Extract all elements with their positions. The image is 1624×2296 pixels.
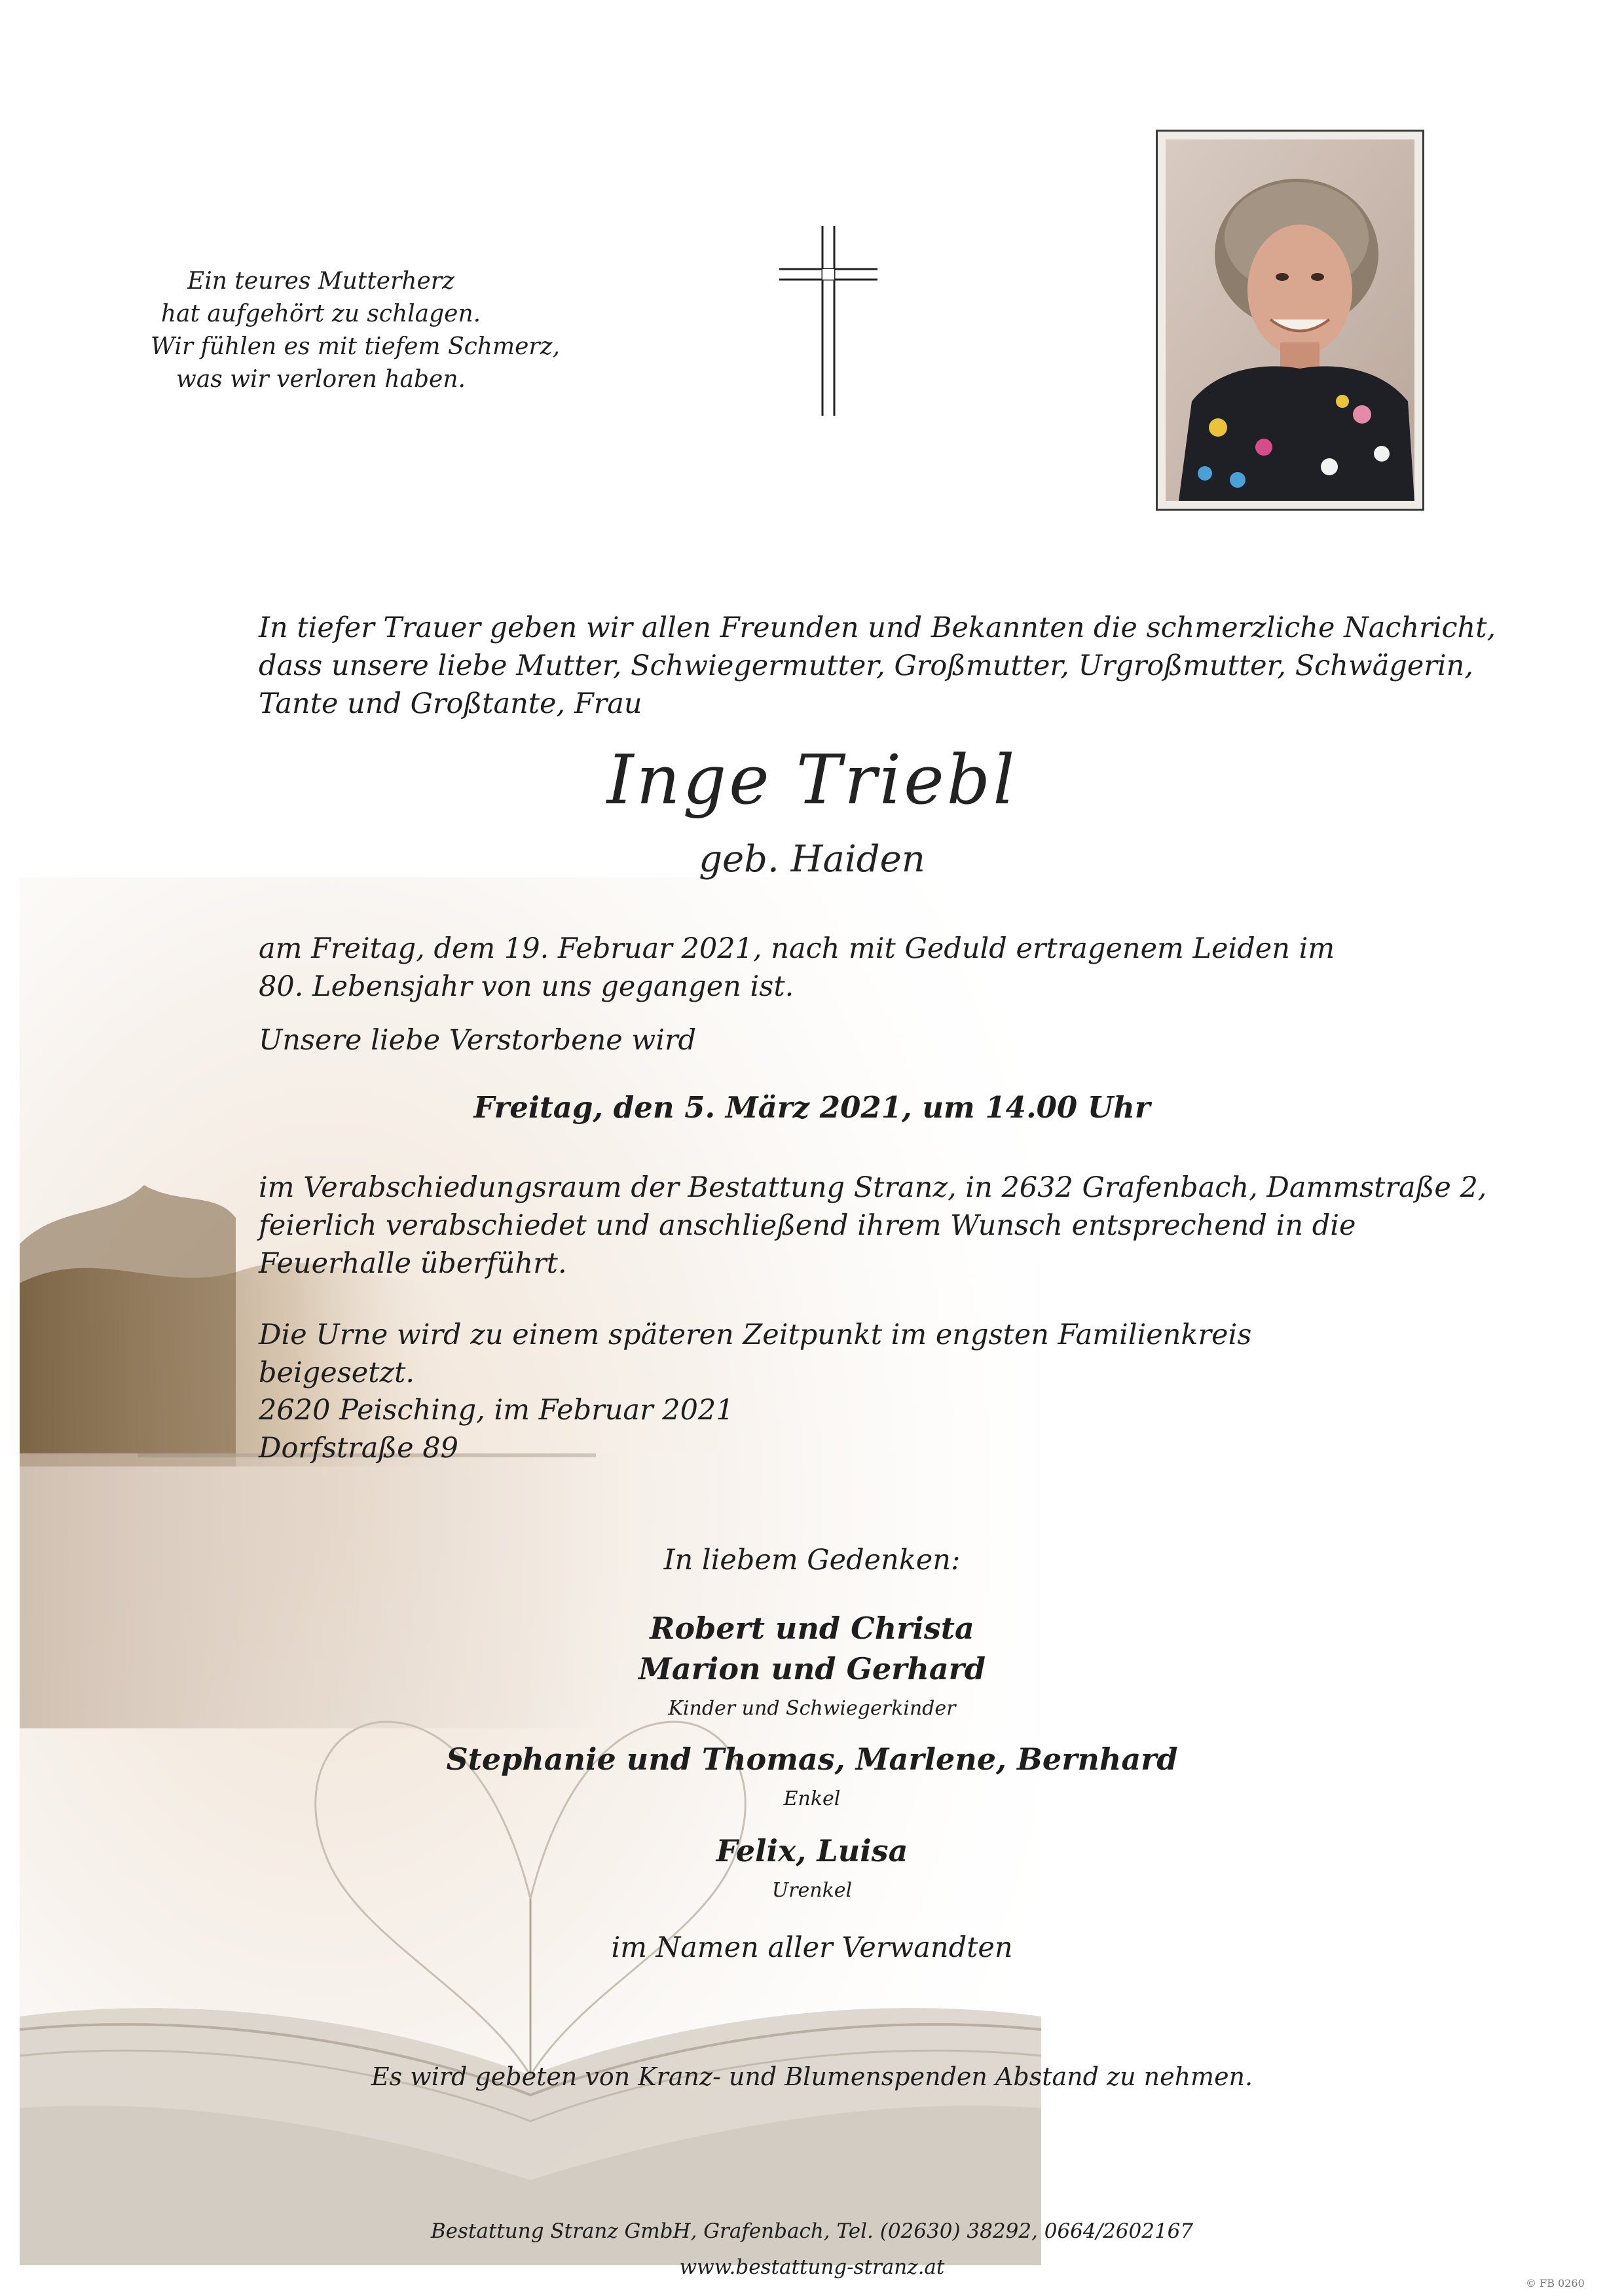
ceremony-place bbox=[259, 1169, 1487, 1283]
grandchildren-label: Enkel bbox=[783, 1787, 841, 1810]
announcement-line: In tiefer Trauer geben wir allen Freunden und Bekannten die schmerzliche Nachricht, bbox=[259, 611, 1496, 644]
announcement-text bbox=[259, 609, 1496, 723]
cross-icon bbox=[779, 226, 877, 416]
ceremony-place-line: Feuerhalle überführt. bbox=[259, 1247, 567, 1280]
death-info-line: am Freitag, dem 19. Februar 2021, nach mit Geduld ertragenem Leiden im bbox=[259, 932, 1335, 965]
children-line: Robert und Christa bbox=[650, 1611, 974, 1646]
children-label: Kinder und Schwiegerkinder bbox=[668, 1697, 956, 1720]
great-grandchildren-line: Felix, Luisa bbox=[716, 1833, 908, 1868]
footer-code: © FB 0260 bbox=[1526, 2277, 1585, 2289]
ceremony-date: Freitag, den 5. März 2021, um 14.00 Uhr bbox=[473, 1090, 1151, 1125]
urn-note: Die Urne wird zu einem späteren Zeitpunkt im engsten Familienkreis beigesetzt. bbox=[259, 1319, 1252, 1389]
poem-line: Ein teures Mutterherz bbox=[187, 268, 454, 295]
footer-company: Bestattung Stranz GmbH, Grafenbach, Tel. (02630) 38292, 0664/2602167 bbox=[430, 2219, 1194, 2243]
poem-line: was wir verloren haben. bbox=[176, 366, 466, 393]
memory-heading: In liebem Gedenken: bbox=[663, 1544, 961, 1576]
ceremony-place-line: feierlich verabschiedet und anschließend ihrem Wunsch entsprechend in die bbox=[259, 1209, 1356, 1242]
poem-line: Wir fühlen es mit tiefem Schmerz, bbox=[151, 333, 561, 360]
announcement-line: Tante und Großtante, Frau bbox=[259, 687, 642, 720]
place-date: 2620 Peisching, im Februar 2021 bbox=[259, 1394, 734, 1427]
grandchildren-line: Stephanie und Thomas, Marlene, Bernhard bbox=[446, 1741, 1178, 1777]
maiden-name: geb. Haiden bbox=[699, 838, 925, 881]
address: Dorfstraße 89 bbox=[259, 1432, 458, 1465]
farewell-intro: Unsere liebe Verstorbene wird bbox=[259, 1024, 697, 1057]
announcement-line: dass unsere liebe Mutter, Schwiegermutter, Großmutter, Urgroßmutter, Schwägerin, bbox=[259, 649, 1474, 682]
footer-website[interactable]: www.bestattung-stranz.at bbox=[679, 2255, 945, 2279]
relatives-line: im Namen aller Verwandten bbox=[611, 1931, 1013, 1964]
children-line: Marion und Gerhard bbox=[638, 1651, 986, 1686]
great-grandchildren-label: Urenkel bbox=[771, 1879, 853, 1902]
portrait-photo bbox=[1156, 130, 1424, 511]
poem-line: hat aufgehört zu schlagen. bbox=[160, 301, 481, 327]
portrait-image bbox=[1166, 139, 1414, 501]
death-info-line: 80. Lebensjahr von uns gegangen ist. bbox=[259, 970, 794, 1003]
death-info bbox=[259, 930, 1385, 1006]
flower-note: Es wird gebeten von Kranz- und Blumenspenden Abstand zu nehmen. bbox=[371, 2062, 1253, 2091]
deceased-name: Inge Triebl bbox=[606, 740, 1018, 820]
ceremony-place-line: im Verabschiedungsraum der Bestattung Stranz, in 2632 Grafenbach, Dammstraße 2, bbox=[259, 1171, 1487, 1204]
poem bbox=[151, 265, 561, 396]
